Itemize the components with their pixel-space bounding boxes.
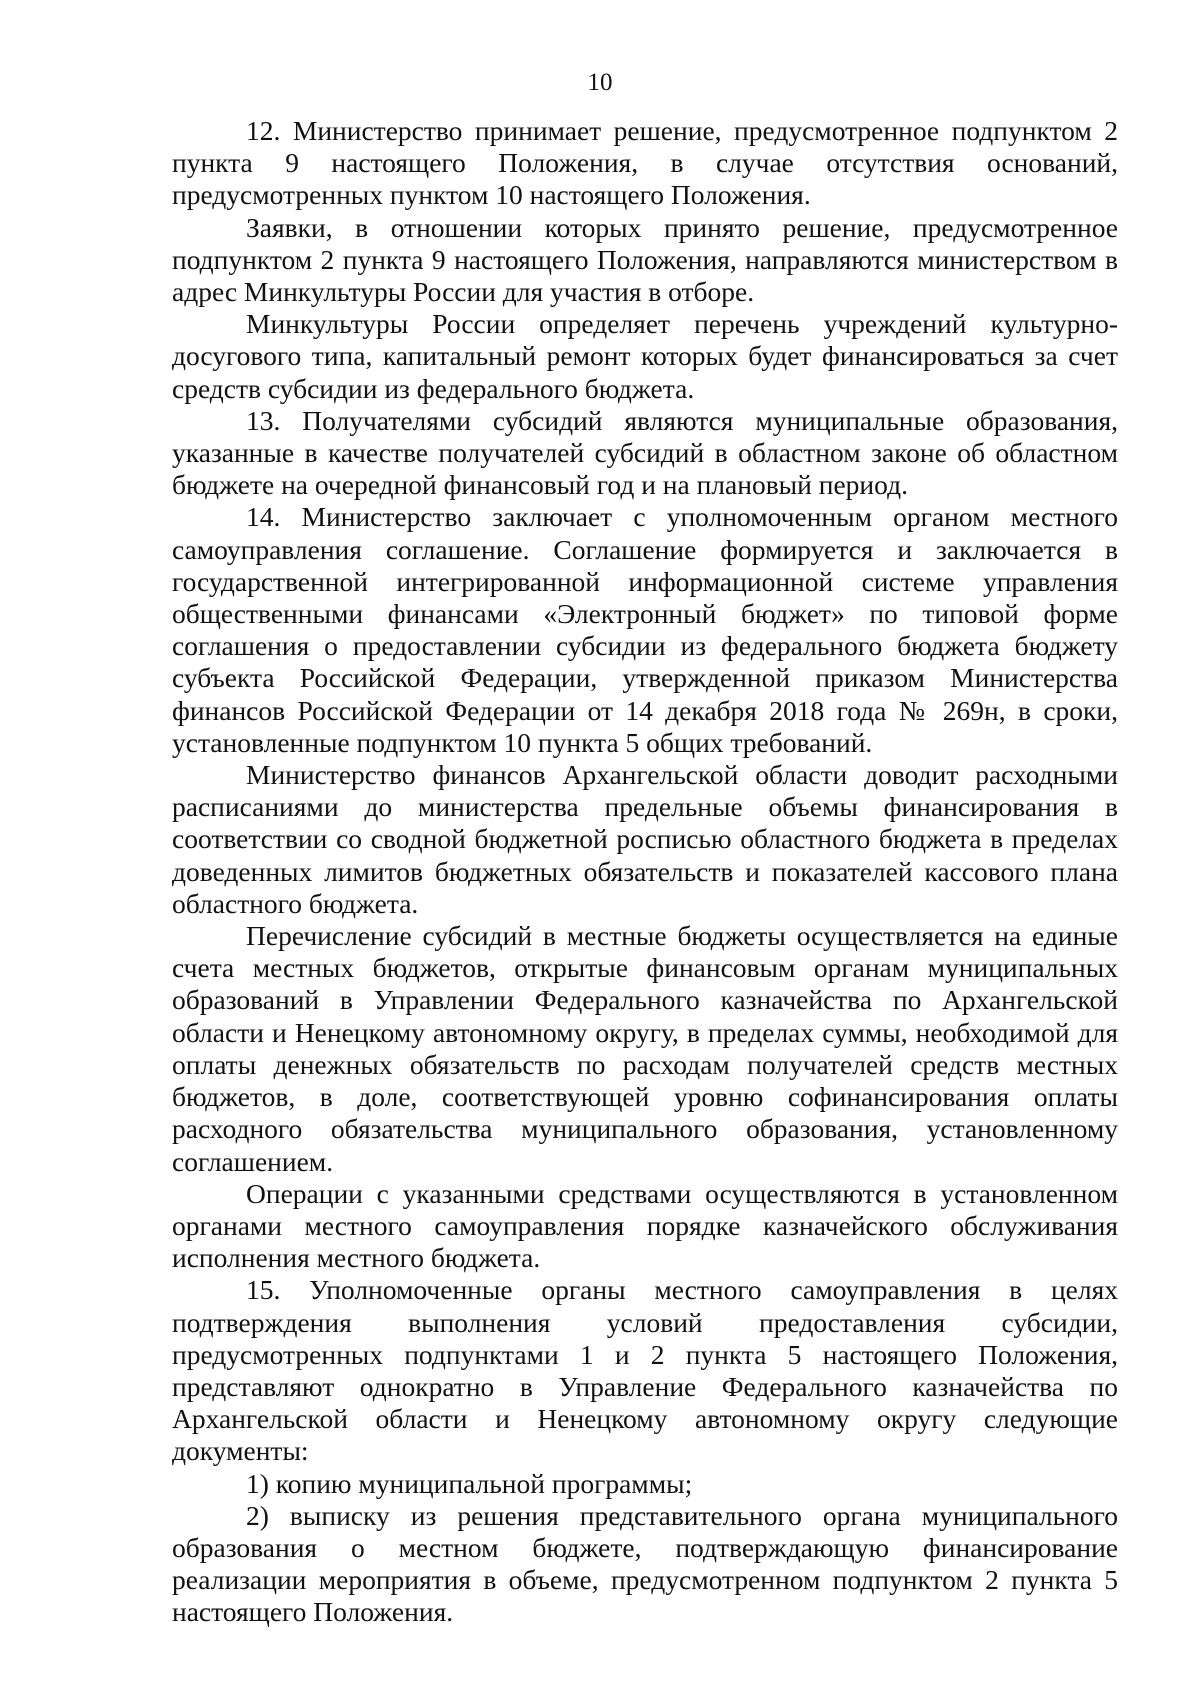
paragraph-transfer: Перечисление субсидий в местные бюджеты осуществляется на единые счета местных бюджетов, открытые финансовым органам муниципальных образований в Управлении Федерального казначейства по Архангельской области и Ненецкому автономному округу, в пределах суммы, необходимой для оплаты денежных обязательств по расходам получателей средств местных бюджетов, в доле, соответствующей уровню софинансирования оплаты расходного обязательства муниципального образования, установленному соглашением. — [172, 920, 1118, 1177]
document-body — [172, 115, 1118, 1629]
paragraph-applications: Заявки, в отношении которых принято решение, предусмотренное подпунктом 2 пункта 9 настоящего Положения, направляются министерством в адрес Минкультуры России для участия в отборе. — [172, 211, 1118, 308]
page-number: 10 — [587, 69, 613, 96]
list-item-2: 2) выписку из решения представительного органа муниципального образования о местном бюджете, подтверждающую финансирование реализации мероприятия в объеме, предусмотренном подпунктом 2 пункта 5 настоящего Положения. — [172, 1499, 1118, 1628]
list-item-1: 1) копию муниципальной программы; — [246, 1467, 693, 1499]
paragraph-operations: Операции с указанными средствами осуществляются в установленном органами местного самоуправления порядке казначейского обслуживания исполнения местного бюджета. — [172, 1177, 1118, 1274]
paragraph-15: 15. Уполномоченные органы местного самоуправления в целях подтверждения выполнения условий предоставления субсидии, предусмотренных подпунктами 1 и 2 пункта 5 настоящего Положения, представляют однократно в Управление Федерального казначейства по Архангельской области и Ненецкому автономному округу следующие документы: — [172, 1274, 1118, 1467]
paragraph-14: 14. Министерство заключает с уполномоченным органом местного самоуправления соглашение. Соглашение формируется и заключается в государственной интегрированной информационной системе управления общественными финансами «Электронный бюджет» по типовой форме соглашения о предоставлении субсидии из федерального бюджета бюджету субъекта Российской Федерации, утвержденной приказом Министерства финансов Российской Федерации от 14 декабря 2018 года № 269н, в сроки, установленные подпунктом 10 пункта 5 общих требований. — [172, 501, 1118, 758]
paragraph-minfin: Министерство финансов Архангельской области доводит расходными расписаниями до министерства предельные объемы финансирования в соответствии со сводной бюджетной росписью областного бюджета в пределах доведенных лимитов бюджетных обязательств и показателей кассового плана областного бюджета. — [172, 759, 1118, 919]
paragraph-13: 13. Получателями субсидий являются муниципальные образования, указанные в качестве получателей субсидий в областном законе об областном бюджете на очередной финансовый год и на плановый период. — [172, 404, 1118, 501]
paragraph-minculture: Минкультуры России определяет перечень учреждений культурно-досугового типа, капитальный ремонт которых будет финансироваться за счет средств субсидии из федерального бюджета. — [172, 308, 1118, 404]
paragraph-12: 12. Министерство принимает решение, предусмотренное подпунктом 2 пункта 9 настоящего Положения, в случае отсутствия оснований, предусмотренных пунктом 10 настоящего Положения. — [172, 115, 1118, 211]
